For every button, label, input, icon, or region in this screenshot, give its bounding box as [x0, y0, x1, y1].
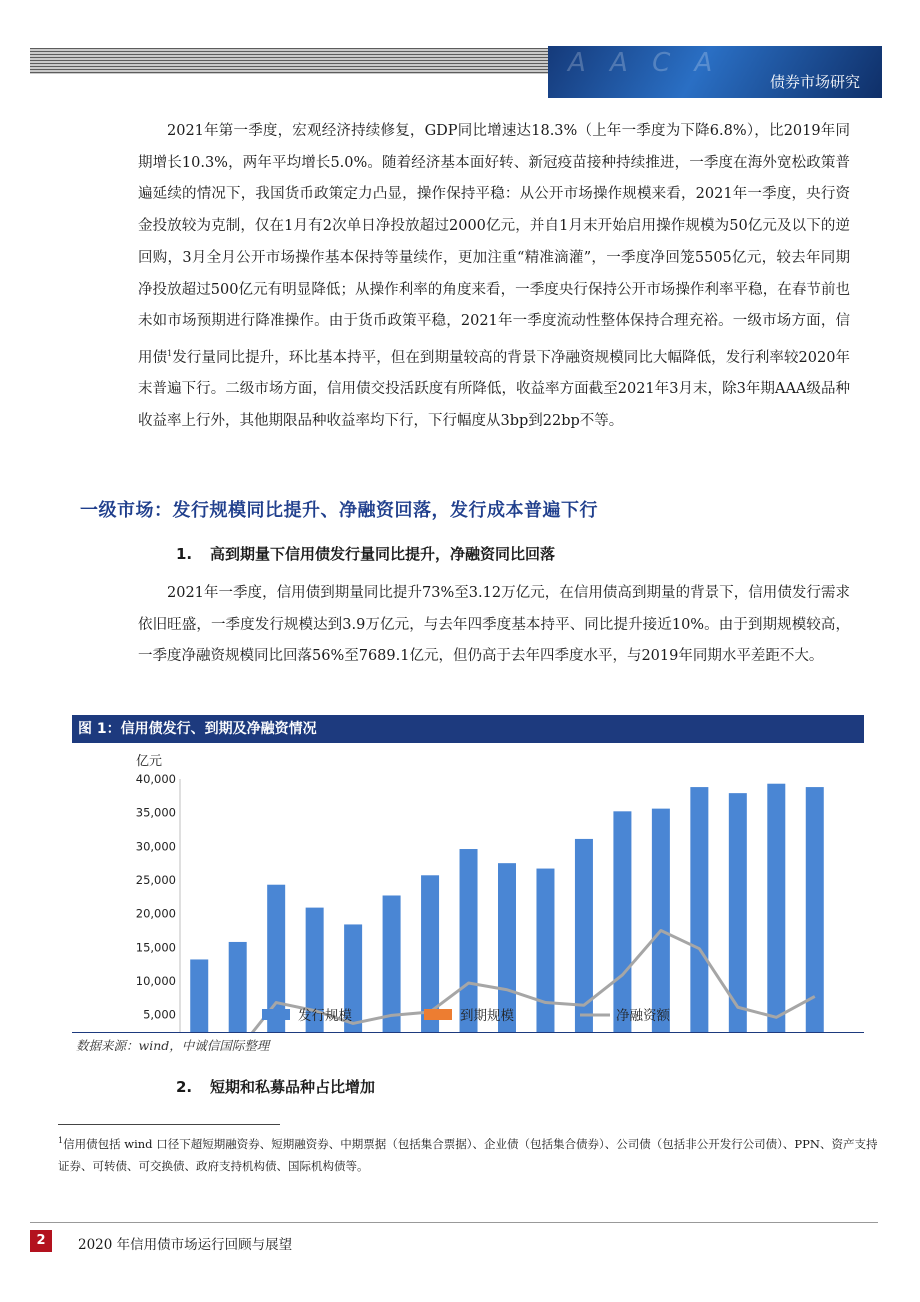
- footer-rule: [30, 1222, 878, 1223]
- subsection-1-text: 高到期量下信用债发行量同比提升，净融资同比回落: [210, 545, 556, 563]
- y-tick-label: 30,000: [135, 839, 176, 854]
- figure-source: 数据来源：wind，中诚信国际整理: [76, 1038, 270, 1053]
- y-axis-unit: 亿元: [136, 754, 163, 769]
- issuance-bar: [613, 811, 631, 1033]
- intro-text-cont: 发行量同比提升，环比基本持平，但在到期量较高的背景下净融资规模同比大幅降低，发行利率较2020年末普遍下行。二级市场方面，信用债交投活跃度有所降低，收益率方面截至2021年3月末，除3年期AAA级品种收益率上行外，其他期限品种收益率均下行，下行幅度从3bp到22bp不等。: [138, 349, 851, 430]
- intro-text: 2021年第一季度，宏观经济持续修复，GDP同比增速达18.3%（上年一季度为下降6.8%），比2019年同期增长10.3%，两年平均增长5.0%。随着经济基本面好转、新冠疫苗接种持续推进，一季度在海外宽松政策普遍延续的情况下，我国货币政策定力凸显，操作保持平稳：从公开市场操作规模来看，2021年一季度，央行资金投放较为克制，仅在1月有2次单日净投放超过2000亿元，并自1月末开始启用操作规模为50亿元及以下的逆回购，3月全月公开市场操作基本保持等量续作，更加注重“精准滴灌”，一季度净回笼5505亿元，较去年同期净投放超过500亿元有明显降低；从操作利率的角度来看，一季度央行保持公开市场操作利率平稳，在春节前也未如市场预期进行降准操作。由于货币政策平稳，2021年一季度流动性整体保持合理充裕。一级市场方面，信用债: [138, 123, 850, 366]
- figure-bottom-rule: [72, 1032, 864, 1033]
- chart-container: [72, 743, 864, 1033]
- legend-swatch: [262, 1009, 290, 1020]
- issuance-bar: [190, 959, 208, 1033]
- issuance-bar: [690, 787, 708, 1033]
- subsection-2-number: 2.: [176, 1078, 193, 1096]
- footnote-marker: 1: [58, 1136, 64, 1145]
- page-number: 2: [30, 1230, 52, 1252]
- subsection-2-text: 短期和私募品种占比增加: [210, 1078, 376, 1096]
- figure-caption: 图 1：信用债发行、到期及净融资情况: [78, 721, 317, 737]
- y-tick-label: 35,000: [135, 805, 176, 820]
- legend-label: 到期规模: [460, 1008, 514, 1024]
- subsection-1-number: 1.: [176, 545, 193, 563]
- issuance-bar: [806, 787, 824, 1033]
- y-tick-label: 5,000: [143, 1007, 176, 1022]
- issuance-bar: [652, 809, 670, 1033]
- issuance-bar: [536, 869, 554, 1033]
- footnote-text: 信用债包括 wind 口径下超短期融资券、短期融资券、中期票据（包括集合票据）、企业债（包括集合债券）、公司债（包括非公开发行公司债）、PPN、资产支持证券、可转债、可交换债、政府支持机构债、国际机构债等。: [58, 1136, 878, 1173]
- y-tick-label: 20,000: [135, 906, 176, 921]
- legend-label: 净融资额: [616, 1008, 670, 1024]
- banner-title: 债券市场研究: [769, 73, 860, 91]
- subsection-2-title: [176, 1076, 375, 1097]
- legend-label: 发行规模: [298, 1008, 352, 1024]
- y-tick-label: 10,000: [135, 974, 176, 988]
- figure-caption-bar: [72, 715, 864, 743]
- banner-decoration: A A C A: [568, 48, 721, 78]
- issuance-bar: [383, 895, 401, 1033]
- y-tick-label: 25,000: [135, 873, 176, 887]
- footnote-rule: [58, 1124, 280, 1125]
- issuance-bar: [229, 942, 247, 1033]
- header-stripe: [30, 48, 550, 74]
- y-tick-label: 40,000: [135, 772, 176, 786]
- credit-bond-chart: [72, 743, 864, 1033]
- header-banner: [548, 46, 882, 98]
- section-title: 一级市场：发行规模同比提升、净融资回落，发行成本普遍下行: [80, 500, 598, 521]
- y-tick-label: 15,000: [135, 940, 176, 955]
- legend-swatch: [424, 1009, 452, 1020]
- issuance-bar: [460, 849, 478, 1033]
- footnote-ref[interactable]: 1: [167, 348, 173, 358]
- footnote: [58, 1130, 880, 1177]
- footer-title: 2020 年信用债市场运行回顾与展望: [78, 1237, 293, 1253]
- subsection-1-paragraph: 2021年一季度，信用债到期量同比提升73%至3.12万亿元，在信用债高到期量的背景下，信用债发行需求依旧旺盛，一季度发行规模达到3.9万亿元，与去年四季度基本持平、同比提升接近10%。由于到期规模较高，一季度净融资规模同比回落56%至7689.1亿元，但仍高于去年四季度水平，与2019年同期水平差距不大。: [138, 585, 850, 665]
- issuance-bar: [767, 784, 785, 1033]
- subsection-1-title: [176, 543, 555, 564]
- intro-paragraph: [138, 116, 850, 438]
